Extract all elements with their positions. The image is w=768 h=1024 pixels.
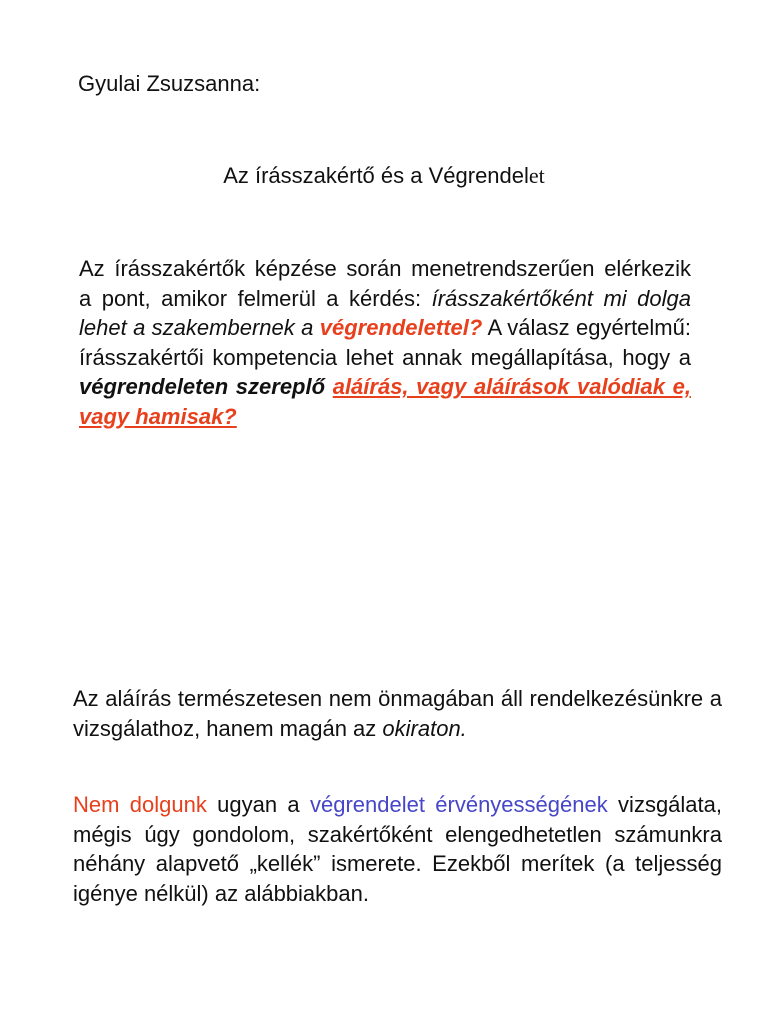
title-tail: et [528,163,545,188]
title-main: Az írásszakértő és a Végrendel [223,163,529,188]
p2-text-1: Az aláírás természetesen nem önmagában áll rendelkezésünkre a vizsgálathoz, hanem magán az [73,686,722,741]
p3-text-2: vizsgálata, mégis úgy gondolom, szakértőként elengedhetetlen számunkra néhány alapvető „kellék” ismerete. Ezekből merítek (a teljesség igénye nélkül) az alábbiakban. [73,792,722,906]
p1-highlight-testament: végrendelettel? [319,315,483,340]
author-name: Gyulai Zsuzsanna: [78,71,261,96]
p1-highlight-signatures: aláírás, vagy aláírások valódiak e, vagy hamisak? [79,374,691,429]
p1-space [325,374,333,399]
p1-italic-question: írásszakértőként mi dolga lehet a szakembernek a [79,285,691,340]
p1-text-1: Az írásszakértők képzése során menetrendszerűen elérkezik a pont, amikor felmerül a kérdés: [79,256,691,311]
p1-text-2: A válasz egyértelmű: írásszakértői kompetencia lehet annak megállapítása, hogy a [79,315,691,370]
validity-paragraph [73,790,722,908]
document-title [0,162,768,190]
p1-bold-testament-phrase: végrendeleten szereplő [79,374,326,399]
p2-italic-document: okiraton. [382,715,467,741]
p3-highlight-validity: végrendelet érvényességének [309,792,608,817]
p3-text-1: ugyan a [206,792,310,817]
signature-paragraph [73,684,722,743]
intro-paragraph [79,254,691,431]
p3-highlight-not-our-job: Nem dolgunk [73,792,207,817]
